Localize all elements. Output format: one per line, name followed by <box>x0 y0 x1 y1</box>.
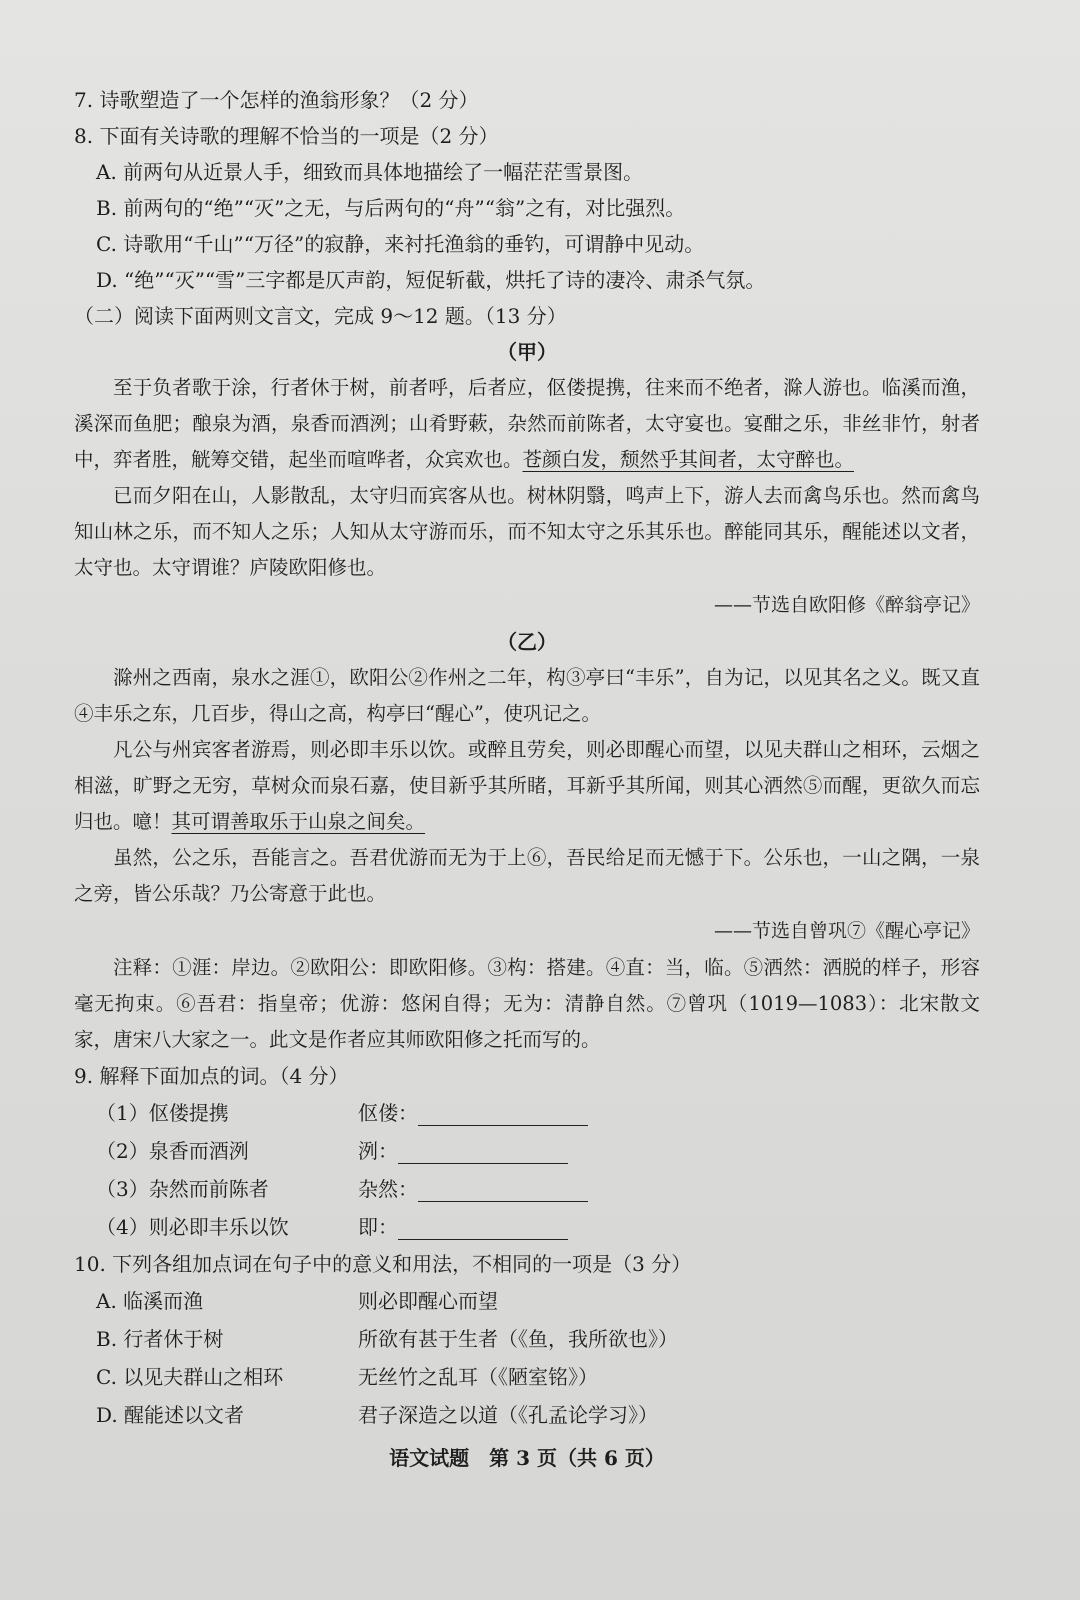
passage-jia-source: ——节选自欧阳修《醉翁亭记》 <box>713 594 980 616</box>
question-9-item <box>74 1094 980 1132</box>
question-10-option-left: D. 醒能述以文者 <box>96 1403 245 1427</box>
question-10 <box>74 1246 980 1434</box>
question-10-option-right: 则必即醒心而望 <box>358 1289 498 1313</box>
question-10-option-right: 君子深造之以道（《孔孟论学习》） <box>358 1403 658 1427</box>
question-9-phrase: （4）则必即丰乐以饮 <box>96 1215 289 1239</box>
question-9 <box>74 1058 980 1246</box>
question-8-option-b: B. 前两句的“绝”“灭”之无，与后两句的“舟”“翁”之有，对比强烈。 <box>96 196 686 220</box>
section-2-heading: （二）阅读下面两则文言文，完成 9～12 题。（13 分） <box>74 304 567 328</box>
passage-jia <box>74 334 980 624</box>
question-9-item <box>74 1208 980 1246</box>
answer-blank[interactable] <box>398 1139 568 1164</box>
passage-yi <box>74 624 980 950</box>
question-8 <box>74 118 980 298</box>
question-10-option-left: A. 临溪而渔 <box>96 1289 204 1313</box>
passage-jia-underlined-sentence: 苍颜白发，颓然乎其间者，太守醉也。 <box>522 448 855 471</box>
annotations: 注释：①涯：岸边。②欧阳公：即欧阳修。③构：搭建。④直：当，临。⑤洒然：洒脱的样子，形容毫无拘束。⑥吾君：指皇帝；优游：悠闲自得；无为：清静自然。⑦曾巩（1019—1083）：北宋散文家，唐宋八大家之一。此文是作者应其师欧阳修之托而写的。 <box>74 956 980 1051</box>
passage-yi-paragraph-1: 滁州之西南，泉水之涯①，欧阳公②作州之二年，构③亭曰“丰乐”，自为记，以见其名之义。既又直④丰乐之东，几百步，得山之高，构亭曰“醒心”，使巩记之。 <box>74 666 980 725</box>
question-8-stem: 8. 下面有关诗歌的理解不恰当的一项是（2 分） <box>74 124 499 148</box>
question-9-item <box>74 1170 980 1208</box>
question-9-stem: 9. 解释下面加点的词。（4 分） <box>74 1064 349 1088</box>
question-8-option-d: D. “绝”“灭”“雪”三字都是仄声韵，短促斩截，烘托了诗的凄冷、肃杀气氛。 <box>96 268 766 292</box>
passage-yi-underlined-sentence: 其可谓善取乐于山泉之间矣。 <box>171 810 426 833</box>
passage-yi-paragraph-2 <box>74 732 980 840</box>
passage-yi-paragraph-3: 虽然，公之乐，吾能言之。吾君优游而无为于上⑥，吾民给足而无憾于下。公乐也，一山之隅，一泉之旁，皆公乐哉？乃公寄意于此也。 <box>74 846 980 905</box>
answer-blank[interactable] <box>418 1177 588 1202</box>
question-10-option-right: 无丝竹之乱耳（《陋室铭》） <box>358 1365 598 1389</box>
question-10-option-left: C. 以见夫群山之相环 <box>96 1365 284 1389</box>
question-9-phrase: （3）杂然而前陈者 <box>96 1177 269 1201</box>
page-footer: 语文试题 第 3 页（共 6 页） <box>389 1446 665 1470</box>
question-10-option <box>74 1396 980 1434</box>
passage-jia-paragraph-1 <box>74 370 980 478</box>
question-8-option-a: A. 前两句从近景人手，细致而具体地描绘了一幅茫茫雪景图。 <box>96 160 644 184</box>
question-9-phrase: （1）伛偻提携 <box>96 1101 229 1125</box>
passage-yi-p2-text: 凡公与州宾客者游焉，则必即丰乐以饮。或醉且劳矣，则必即醒心而望，以见夫群山之相环，云烟之相滋，旷野之无穷，草树众而泉石嘉，使目新乎其所睹，耳新乎其所闻，则其心洒然⑤而醒，更欲久而忘归也。噫！ <box>74 738 980 833</box>
passage-yi-source: ——节选自曾巩⑦《醒心亭记》 <box>713 920 980 942</box>
passage-yi-title: （乙） <box>497 630 557 654</box>
passage-jia-title: （甲） <box>497 340 557 364</box>
question-10-stem: 10. 下列各组加点词在句子中的意义和用法，不相同的一项是（3 分） <box>74 1252 692 1276</box>
question-9-phrase: （2）泉香而酒洌 <box>96 1139 249 1163</box>
question-10-option <box>74 1320 980 1358</box>
question-10-option <box>74 1358 980 1396</box>
question-10-option-left: B. 行者休于树 <box>96 1327 224 1351</box>
question-10-option-right: 所欲有甚于生者（《鱼，我所欲也》） <box>358 1327 678 1351</box>
question-7: 7. 诗歌塑造了一个怎样的渔翁形象？（2 分） <box>74 88 479 112</box>
question-9-word: 杂然： <box>358 1177 418 1201</box>
question-9-item <box>74 1132 980 1170</box>
answer-blank[interactable] <box>398 1215 568 1240</box>
question-9-word: 即： <box>358 1215 398 1239</box>
passage-jia-p1-text: 至于负者歌于涂，行者休于树，前者呼，后者应，伛偻提携，往来而不绝者，滁人游也。临溪而渔，溪深而鱼肥；酿泉为酒，泉香而酒洌；山肴野蔌，杂然而前陈者，太守宴也。宴酣之乐，非丝非竹，射者中，弈者胜，觥筹交错，起坐而喧哗者，众宾欢也。 <box>74 376 980 471</box>
question-9-word: 洌： <box>358 1139 398 1163</box>
answer-blank[interactable] <box>418 1101 588 1126</box>
passage-jia-paragraph-2: 已而夕阳在山，人影散乱，太守归而宾客从也。树林阴翳，鸣声上下，游人去而禽鸟乐也。然而禽鸟知山林之乐，而不知人之乐；人知从太守游而乐，而不知太守之乐其乐也。醉能同其乐，醒能述以文者，太守也。太守谓谁？庐陵欧阳修也。 <box>74 484 980 579</box>
question-8-option-c: C. 诗歌用“千山”“万径”的寂静，来衬托渔翁的垂钓，可谓静中见动。 <box>96 232 705 256</box>
question-10-option <box>74 1282 980 1320</box>
question-9-word: 伛偻： <box>358 1101 418 1125</box>
